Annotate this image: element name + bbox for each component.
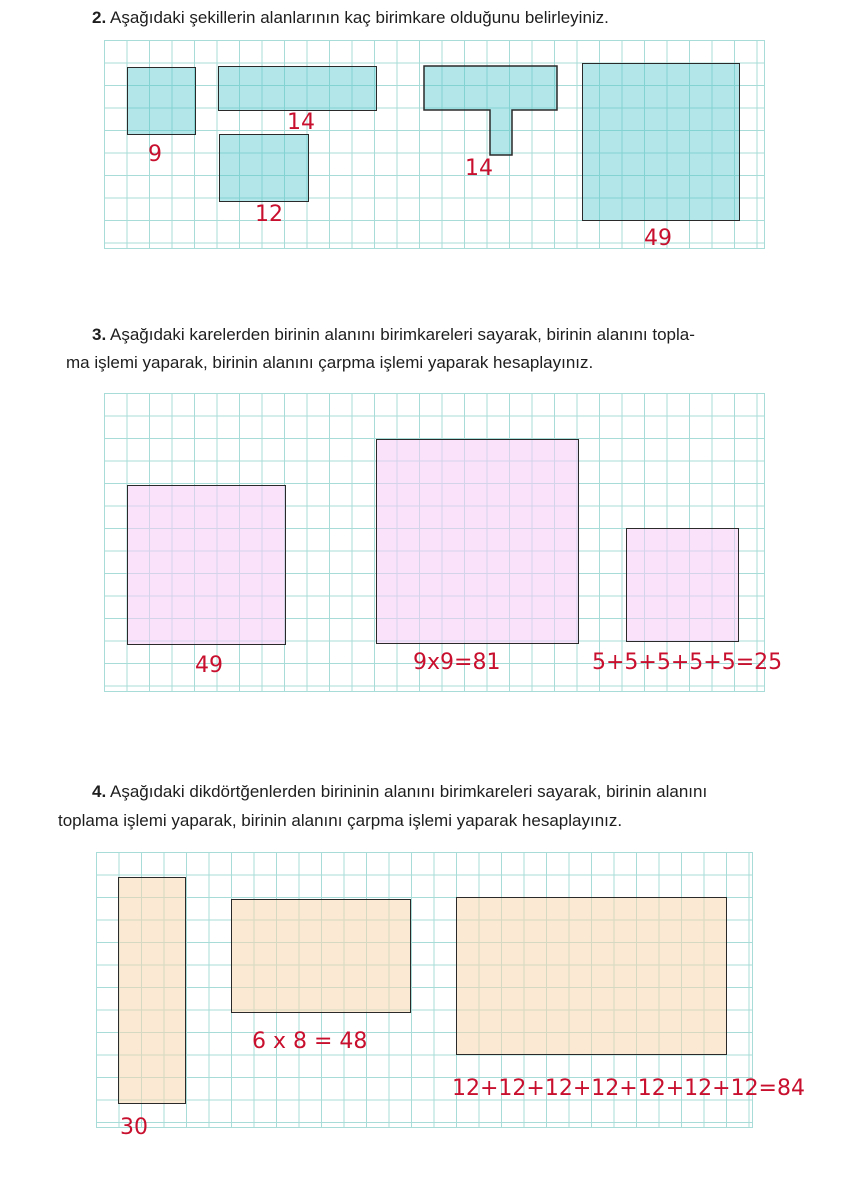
question-3-number: 3. xyxy=(92,325,107,344)
question-3-prompt-1: Aşağıdaki karelerden birinin alanını birimkareleri sayarak, birinin alanını topla- xyxy=(109,325,695,344)
question-4-prompt-1: Aşağıdaki dikdörtğenlerden birininin alanını birimkareleri sayarak, birinin alanını xyxy=(109,782,708,801)
question-3-line-2: ma işlemi yaparak, birinin alanını çarpma işlemi yaparak hesaplayınız. xyxy=(66,353,594,372)
answer-6x8-48: 6 x 8 = 48 xyxy=(252,1029,368,1054)
answer-9: 9 xyxy=(148,142,162,167)
question-3-line-1 xyxy=(92,322,695,348)
answer-14-rectangle: 14 xyxy=(287,110,315,135)
rectangle-8x6 xyxy=(231,899,411,1013)
answer-12: 12 xyxy=(255,202,283,227)
answer-49-square: 49 xyxy=(644,226,672,251)
large-square-shape-49 xyxy=(582,63,740,221)
question-2-number: 2. xyxy=(92,8,107,27)
answer-5-sum-25: 5+5+5+5+5=25 xyxy=(592,650,783,675)
question-4-number: 4. xyxy=(92,782,107,801)
tall-rectangle-3x10 xyxy=(118,877,186,1104)
answer-12-sum-84: 12+12+12+12+12+12+12=84 xyxy=(452,1076,805,1101)
rectangle-12x7 xyxy=(456,897,727,1055)
question-4-line-2: toplama işlemi yaparak, birinin alanını çarpma işlemi yaparak hesaplayınız. xyxy=(58,811,623,830)
square-5x5 xyxy=(626,528,739,642)
answer-9x9-81: 9x9=81 xyxy=(413,650,501,675)
answer-14-t-shape: 14 xyxy=(465,156,493,181)
square-9x9 xyxy=(376,439,579,644)
square-7x7 xyxy=(127,485,286,645)
question-4-line-1 xyxy=(92,779,707,805)
answer-49: 49 xyxy=(195,653,223,678)
answer-30: 30 xyxy=(120,1115,148,1140)
question-2-prompt: Aşağıdaki şekillerin alanlarının kaç birimkare olduğunu belirleyiniz. xyxy=(109,8,609,27)
